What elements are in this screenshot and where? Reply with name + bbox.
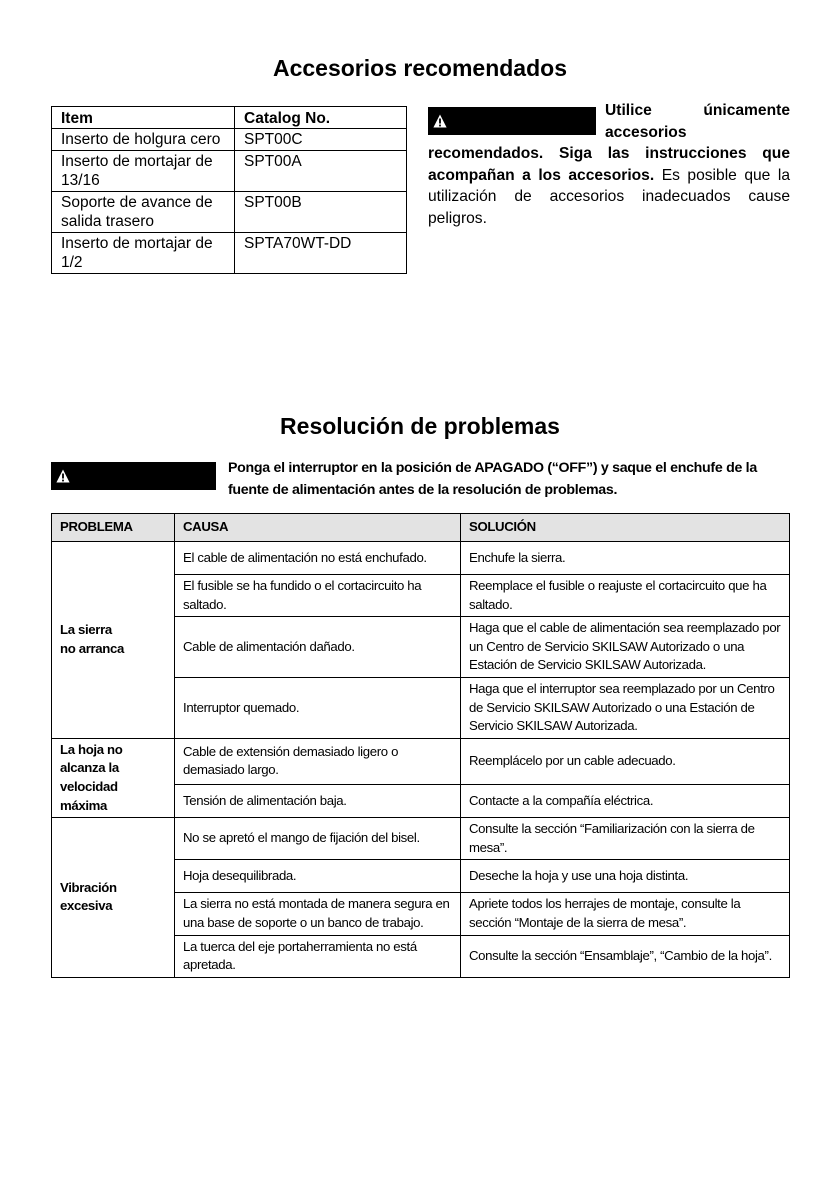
solution-cell: Contacte a la compañía eléctrica.: [461, 785, 790, 818]
solution-cell: Consulte la sección “Ensamblaje”, “Cambio de la hoja”.: [461, 935, 790, 977]
cause-header: CAUSA: [175, 514, 461, 542]
table-row: [52, 818, 790, 860]
warning-triangle-icon: [433, 114, 447, 128]
cause-cell: Interruptor quemado.: [175, 677, 461, 738]
warning-bold-text: Utilice únicamente accesorios recomendados. Siga las instrucciones que acompañan a los accesorios.: [428, 102, 790, 184]
solution-cell: Haga que el cable de alimentación sea reemplazado por un Centro de Servicio SKILSAW Autorizado o una Estación de Servicio SKILSAW Autorizada.: [461, 617, 790, 678]
cause-cell: La sierra no está montada de manera segura en una base de soporte o un banco de trabajo.: [175, 893, 461, 935]
accessories-table: [51, 106, 407, 274]
warning-body-text: Es posible que la utilización de accesorios inadecuados cause peligros.: [428, 166, 790, 227]
table-header-row: [52, 107, 407, 129]
table-row: [52, 192, 407, 233]
table-row: [52, 542, 790, 575]
catalog-header: Catalog No.: [235, 107, 407, 129]
cause-cell: La tuerca del eje portaherramienta no está apretada.: [175, 935, 461, 977]
cause-cell: Hoja desequilibrada.: [175, 860, 461, 893]
cause-cell: El fusible se ha fundido o el cortacircuito ha saltado.: [175, 575, 461, 617]
catalog-cell: SPT00B: [235, 192, 407, 233]
solution-cell: Haga que el interruptor sea reemplazado por un Centro de Servicio SKILSAW Autorizado o una Estación de Servicio SKILSAW Autorizada.: [461, 677, 790, 738]
table-header-row: [52, 514, 790, 542]
solution-cell: Enchufe la sierra.: [461, 542, 790, 575]
item-header: Item: [52, 107, 235, 129]
troubleshooting-title: Resolución de problemas: [280, 413, 560, 439]
cause-cell: Cable de extensión demasiado ligero o demasiado largo.: [175, 738, 461, 784]
cause-cell: El cable de alimentación no está enchufado.: [175, 542, 461, 575]
solution-cell: Reemplácelo por un cable adecuado.: [461, 738, 790, 784]
table-row: [52, 738, 790, 784]
catalog-cell: SPT00C: [235, 129, 407, 151]
item-cell: Soporte de avance de salida trasero: [52, 192, 235, 233]
solution-cell: Apriete todos los herrajes de montaje, consulte la sección “Montaje de la sierra de mesa”.: [461, 893, 790, 935]
solution-cell: Deseche la hoja y use una hoja distinta.: [461, 860, 790, 893]
problem-label: La sierra no arranca: [60, 622, 124, 656]
cause-cell: Cable de alimentación dañado.: [175, 617, 461, 678]
solution-header: SOLUCIÓN: [461, 514, 790, 542]
catalog-cell: SPT00A: [235, 151, 407, 192]
troubleshooting-table: [51, 513, 790, 978]
table-row: [52, 151, 407, 192]
problem-cell: Vibración excesiva: [52, 818, 175, 978]
problem-cell: [52, 542, 175, 739]
problem-cell: La hoja no alcanza la velocidad máxima: [52, 738, 175, 817]
accessories-title: Accesorios recomendados: [272, 55, 567, 81]
problem-header: PROBLEMA: [52, 514, 175, 542]
troubleshooting-warning: Ponga el interruptor en la posición de APAGADO (“OFF”) y saque el enchufe de la fuente de alimentación antes de la resolución de problemas.: [228, 460, 757, 498]
cause-cell: Tensión de alimentación baja.: [175, 785, 461, 818]
table-row: [52, 129, 407, 151]
warning-triangle-icon: [56, 469, 70, 483]
cause-cell: No se apretó el mango de fijación del bisel.: [175, 818, 461, 860]
solution-cell: Consulte la sección “Familiarización con la sierra de mesa”.: [461, 818, 790, 860]
solution-cell: Reemplace el fusible o reajuste el cortacircuito que ha saltado.: [461, 575, 790, 617]
item-cell: Inserto de mortajar de 1/2: [52, 233, 235, 274]
item-cell: Inserto de holgura cero: [52, 129, 235, 151]
accessories-warning: [428, 100, 790, 229]
warning-badge: [428, 107, 596, 135]
warning-badge: [51, 462, 216, 490]
item-cell: Inserto de mortajar de 13/16: [52, 151, 235, 192]
catalog-cell: SPTA70WT-DD: [235, 233, 407, 274]
table-row: [52, 233, 407, 274]
